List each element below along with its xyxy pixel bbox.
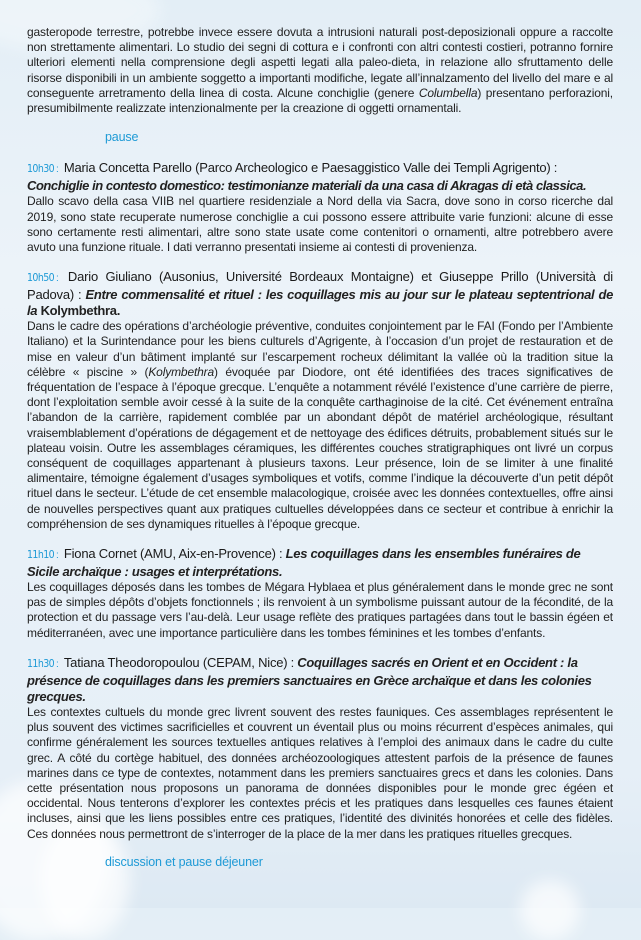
session-time: 10h50 — [27, 272, 55, 285]
session-title-upright: Kolymbethra. — [40, 303, 121, 319]
session-title: Conchiglie in contesto domestico: testimonianze materiali da una casa di Akragas di età classica. — [27, 178, 587, 194]
session-abstract — [27, 319, 613, 532]
session-abstract: Les contextes cultuels du monde grec livrent souvent des restes fauniques. Ces assemblages représentent le plus souvent des victimes sacrificielles et couvrent un éventail plus ou moins récurrent d’espèces animales, qui confirme généralement les sources textuelles antiques relatives à l’emploi des animaux dans le cadre du culte grec. A côté du cortège habituel, des données archéozoologiques attestent parfois de la présence de faunes marines dans ce type de contextes, notamment dans les premiers sanctuaires grecs et dans les colonies. Dans cette présentation nous proposons un panorama de données disponibles pour le monde grec égéen et occidental. Nous tenterons d’explorer les contextes précis et les pratiques dans lesquelles ces faunes étaient incluses, ainsi que les liens possibles entre ces pratiques, l’identité des divinités honorées et celle des fidèles. Ces données nous permettront de s’interroger de la place de la mer dans les pratiques rituelles grecques. — [27, 704, 613, 841]
time-separator: : — [56, 164, 59, 176]
session-heading — [27, 160, 613, 178]
session-heading — [27, 655, 613, 705]
speaker-separator: : — [278, 546, 283, 562]
intro-text: gasteropode terrestre, potrebbe invece essere dovuta a intrusioni naturali post-deposizionali oppure a raccolte non strettamente alimentari. Lo studio dei segni di cottura e i confronti con altri contesti costieri, potranno fornire ulteriori elementi nella comprensione degli aspetti legati alla paleo-dieta, in relazione allo sfruttamento delle risorse disponibili in un ambiente soggetto a importanti modifiche, legate all’innalzamento del livello del mare e al conseguente arretramento della linea di costa. Alcune conchiglie (genere — [27, 25, 613, 100]
speaker-separator: : — [553, 160, 558, 176]
session-speaker: Tatiana Theodoropoulou (CEPAM, Nice) — [63, 654, 288, 670]
speaker-separator: : — [290, 654, 295, 670]
intro-paragraph — [27, 25, 613, 116]
time-separator: : — [56, 273, 59, 285]
session-title-italic: Entre commensalité et rituel : les coquillages mis au jour sur le plateau septentrional de la — [27, 287, 614, 319]
intro-italic-term: Columbella — [418, 85, 478, 100]
session-speaker: Fiona Cornet (AMU, Aix-en-Provence) — [63, 546, 276, 562]
abstract-italic-term: Kolymbethra — [148, 364, 215, 379]
abstract-text-end: ) évoquée par Diodore, ont été identifiées des traces significatives de fréquentation de l’espace à l’époque grecque. L’enquête a notamment révélé l’existence d’une carrière de pierre, dont l’exploitation semble avoir cessé à la suite de la conquête carthaginoise de la cité. Cet événement entraîna l’abandon de la carrière, rapidement comblée par un abondant dépôt de matériel archéologique, résultant vraisemblablement d’opérations de dégagement et de nettoyage des édifices détruits, probablement situés sur le plateau voisin. Outre les assemblages céramiques, les différentes couches stratigraphiques ont livré un corpus conséquent de coquillages appartenant à plusieurs taxons. Leur présence, loin de se limiter à une finalité alimentaire, témoigne également d’usages symboliques et votifs, comme l’indique la découverte d’un petit dépôt rituel dans le secteur. L’étude de cet ensemble malacologique, croisée avec les données contextuelles, offre ainsi de nouvelles perspectives quant aux pratiques cultuelles développées dans ce secteur et contribue à enrichir la compréhension de ses dynamiques rituelles à l’époque grecque. — [27, 364, 613, 531]
session-title — [27, 287, 613, 318]
background-cloud — [520, 880, 580, 940]
session-1030 — [27, 160, 613, 255]
program-page — [27, 25, 613, 870]
session-heading — [27, 269, 613, 319]
session-time: 11h10 — [27, 549, 55, 562]
session-time: 11h30 — [27, 657, 55, 670]
time-separator: : — [56, 658, 59, 670]
session-1050 — [27, 269, 613, 532]
session-1130 — [27, 655, 613, 842]
intro-text-end: ) presentano perforazioni, presumibilmente realizzate intenzionalmente per la creazione di oggetti ornamentali. — [27, 85, 613, 116]
session-1110 — [27, 546, 613, 641]
session-speaker: Dario Giuliano (Ausonius, Université Bordeaux Montaigne) et Giuseppe Prillo (Università di Padova) — [27, 269, 613, 303]
session-abstract: Dallo scavo della casa VIIB nel quartiere residenziale a Nord della via Sacra, dove sono in corso ricerche dal 2019, sono state recuperate numerose conchiglie a cui possono essere attribuite varie funzioni: alcune di esse sono certamente resti alimentari, altre sono state usate come contenitori o ornamenti, altre potrebbero avere avuto una funzione rituale. I dati verranno presentati insieme ai contesti di provenienza. — [27, 194, 613, 255]
session-abstract: Les coquillages déposés dans les tombes de Mégara Hyblaea et plus généralement dans le monde grec ne sont pas de simples dépôts d’objets fonctionnels ; ils renvoient à un symbolisme puissant autour de la fécondité, de la protection et du passage vers l’au-delà. Leur usage reflète des pratiques partagées dans tout le bassin égéen et méditerranéen, avec une importance particulière dans les tombes féminines et les tombes d’enfants. — [27, 580, 613, 640]
lunch-break-label: discussion et pause déjeuner — [105, 854, 263, 869]
session-title: Coquillages sacrés en Orient et en Occident : la présence de coquillages dans les premiers sanctuaires en Grèce archaïque et dans les colonies grecques. — [27, 654, 592, 704]
pause-label: pause — [105, 130, 139, 145]
session-title: Les coquillages dans les ensembles funéraires de Sicile archaïque : usages et interprétations. — [27, 546, 581, 580]
time-separator: : — [56, 550, 59, 562]
session-speaker: Maria Concetta Parello (Parco Archeologico e Paesaggistico Valle dei Templi Agrigento) — [63, 160, 551, 176]
speaker-separator: : — [78, 287, 82, 303]
abstract-text: Dans le cadre des opérations d’archéologie préventive, conduites conjointement par le FAI (Fondo per l’Ambiente Italiano) et la Surintendance pour les biens culturels d’Agrigente, à l’occasion d’un projet de restauration et de mise en valeur d’un bâtiment implanté sur l’escarpement rocheux délimitant la vallée où la tradition situe la célèbre « piscine » ( — [27, 319, 613, 379]
session-time: 10h30 — [27, 163, 55, 176]
session-heading — [27, 546, 613, 580]
